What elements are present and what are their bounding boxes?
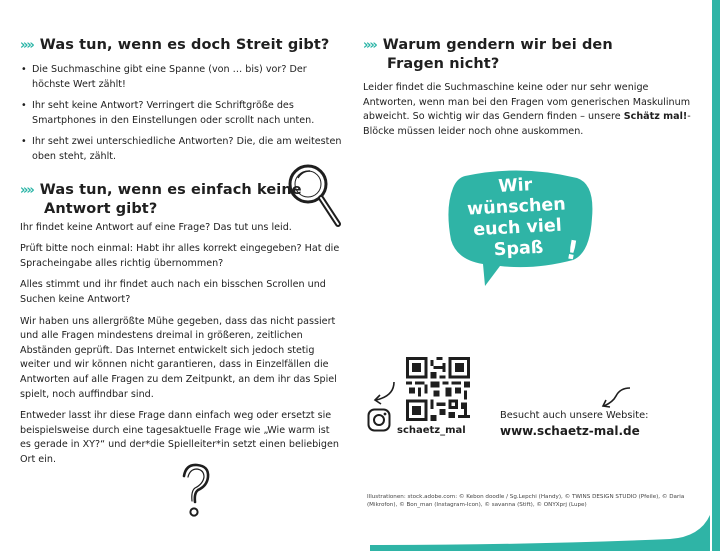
instagram-icon[interactable] <box>367 408 391 432</box>
illustration-credits: Illustrationen: stock.adobe.com: © Kebon doodle / Sg.Lepchi (Handy), © TWINS DESIGN STUDIO (Pfeile), © Daria (Mikrofon), © Bon_man (Instagram-Icon), © savanna (Stift), © ONYXprj (Lupe) <box>367 494 685 509</box>
curved-arrow-icon <box>598 384 634 412</box>
gender-paragraph: Leider findet die Suchmaschine keine oder nur sehr wenige Antworten, wenn man bei den Fragen vom generischen Maskulinum abweicht. So wichtig wir das Gendern finden – unsere Schätz mal!-Blöcke müssen leider noch ohne auskommen. <box>363 82 691 137</box>
instagram-handle[interactable]: schaetz_mal <box>397 425 466 436</box>
qr-code-icon <box>406 357 470 421</box>
list-item: • Die Suchmaschine gibt eine Spanne (von … bis) vor? Der höchste Wert zählt! <box>20 63 342 92</box>
paragraph: Prüft bitte noch einmal: Habt ihr alles korrekt eingegeben? Hat die Spracheingabe alles richtig übernommen? <box>20 243 340 269</box>
decorative-wave <box>370 515 710 551</box>
magnifier-icon <box>282 160 348 238</box>
curved-arrow-icon <box>370 380 400 406</box>
section-title-no-answer: »» Was tun, wenn es einfach keine Antwort gibt? <box>20 181 302 217</box>
arrows-icon: »» <box>20 182 33 198</box>
list-item: • Ihr seht zwei unterschiedliche Antworten? Die, die am weitesten oben steht, zählt. <box>20 135 342 164</box>
paragraph: Entweder lasst ihr diese Frage dann einfach weg oder ersetzt sie beispielsweise durch eine tagesaktuelle Frage wie „Wie warm ist es gerade in XY?“ und der*die Spielleiter*in setzt einen beliebigen Ort ein. <box>20 410 339 465</box>
section-title-gender: »» Warum gendern wir bei den Fragen nicht? <box>363 37 613 72</box>
list-item: • Ihr seht keine Antwort? Verringert die Schriftgröße des Smartphones in den Einstellungen oder scrollt nach unten. <box>20 99 342 128</box>
bubble-exclamation: ! <box>563 235 581 267</box>
paragraph: Alles stimmt und ihr findet auch nach ein bisschen Scrollen und Suchen keine Antwort? <box>20 279 326 305</box>
paragraph: Ihr findet keine Antwort auf eine Frage? Das tut uns leid. <box>20 221 292 233</box>
dispute-list <box>20 63 342 165</box>
left-column <box>20 36 342 474</box>
right-column <box>363 36 693 146</box>
bubble-text: Wir wünschen euch viel Spaß <box>466 175 567 261</box>
arrows-icon: »» <box>363 38 376 53</box>
visit-text: Besucht auch unsere Website: <box>500 410 649 421</box>
teal-edge-strip <box>712 0 720 551</box>
section-title-dispute: »» Was tun, wenn es doch Streit gibt? <box>20 37 330 53</box>
arrows-icon: »» <box>20 38 33 53</box>
paragraph: Wir haben uns allergrößte Mühe gegeben, dass das nicht passiert und alle Fragen mindestens dreimal in größeren, zeitlichen Abständen geprüft. Das Internet entwickelt sich jedoch stetig weiter und wir können nicht garantieren, dass in Einzelfällen die Antworten auf alle Fragen zu dem Zeitpunkt, an dem ihr das Spiel spielt, noch auffindbar sind. <box>20 315 337 400</box>
website-link[interactable]: www.schaetz-mal.de <box>500 424 640 438</box>
question-mark-icon <box>178 462 214 520</box>
no-answer-body <box>20 221 342 468</box>
